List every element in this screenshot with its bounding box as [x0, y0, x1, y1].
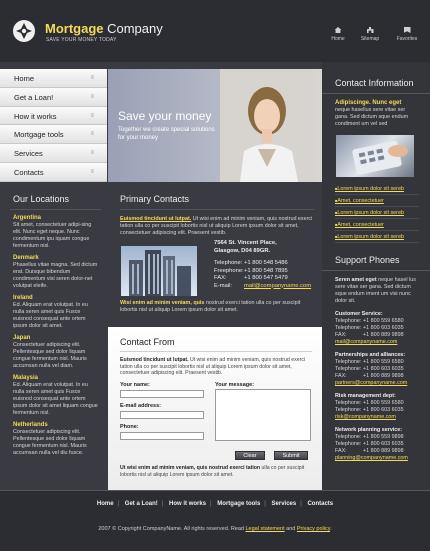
home-icon	[335, 27, 342, 33]
submit-button[interactable]: Submit	[274, 451, 308, 460]
email-input[interactable]	[120, 411, 204, 419]
topnav-home[interactable]: Home	[323, 27, 353, 42]
chevron-right-icon: ≡	[90, 150, 94, 157]
email-link[interactable]: planning@companyname.com	[335, 455, 408, 461]
contact-link[interactable]: ■ Lorem ipsum dolor sit sereb	[335, 231, 419, 243]
location-item: Netherlands Consectetuer adipiscing elit. Pellentesque sed dolor liquam congue fermentum nisl. Mauris accumsan nulla vel diu fusce.	[13, 422, 87, 456]
menu-item-get-a-loan[interactable]: Get a Loan! ≡	[0, 88, 107, 107]
support-intro: Seren amet eget neque hasel lus sere vitae ser gana. Sed dictum sque endum iment um visi nunc dolor sit.	[335, 277, 416, 304]
phone-block-risk-management: Risk management dept: Telephone: +1 800 559 6580 Telephone: +1 800 603 6035 risk@companyname.com	[322, 387, 430, 421]
copyright: 2007 © Copyright CompanyName. All rights reserved. Read Legal statement and Privacy policy.	[0, 517, 430, 551]
clear-button[interactable]: Clear	[235, 451, 265, 460]
footer-link-how-it-works[interactable]: How it works	[169, 501, 207, 507]
location-item: Malaysia Ed. Aliquam erat volutpat. In eu nulla seren amet quis Fusce euisnod consequat ante ortem ipsum dolor sit amet liquam congue fermentum nisl.	[13, 375, 98, 416]
primary-contacts-title: Primary Contacts	[120, 194, 190, 204]
privacy-policy-link[interactable]: Privacy policy	[296, 526, 331, 532]
menu-item-services[interactable]: Services ≡	[0, 144, 107, 163]
menu-item-contacts[interactable]: Contacts ≡	[0, 163, 107, 182]
chevron-right-icon: ≡	[90, 93, 94, 100]
sitemap-icon	[367, 27, 374, 33]
email-link[interactable]: partners@companyname.com	[335, 380, 408, 386]
menu-item-mortgage-tools[interactable]: Mortgage tools ≡	[0, 125, 107, 144]
name-input[interactable]	[120, 390, 204, 398]
location-item: Japan Consectetuer adipiscing elit. Pellentesque sed dolor liquam congue fermentum nisl. Mauris accumsan nulla vel diam.	[13, 335, 87, 369]
message-textarea[interactable]	[215, 389, 311, 441]
office-address: 7564 St. Vincent Place, Glasgow, D04 89GR. Telephone: +1 800 548 5486 Freephone:+1 800 548 7895 FAX: +1 800 547 5479 E-mail: mail@companyname.com	[214, 240, 312, 289]
favorites-icon	[404, 27, 411, 33]
phone-block-network-planning: Network planning service: Telephone: +1 800 559 9898 Telephone: +1 800 603 6035 FAX: +1 800 889 9898 planning@companyname.com	[322, 421, 430, 462]
contact-link[interactable]: ■ Lorem ipsum dolor sit sereb	[335, 207, 419, 219]
email-label: E-mail address:	[120, 403, 161, 409]
header	[0, 0, 430, 62]
location-item: Denmark Phasellus vitae magna. Sed dictum erat. Duisque bibendum condimentum visi seren dolor-net volutpat eleife.	[13, 255, 98, 289]
tagline: SAVE YOUR MONEY TODAY	[46, 37, 117, 43]
phone-label: Phone:	[120, 424, 139, 430]
chevron-right-icon: ≡	[90, 112, 94, 119]
banner-title: Save your money	[118, 109, 212, 123]
footer-link-services[interactable]: Services	[271, 501, 297, 507]
contact-form	[108, 327, 322, 490]
phone-keypad-photo	[336, 135, 414, 177]
location-item: Ireland Ed. Aliquam erat volutpat. In eu nulla seren amet quis Fusce euisnod consequat ante ortem ipsum dolor sit amet.	[13, 295, 88, 329]
support-phones-title: Support Phones	[335, 255, 400, 265]
locations-title: Our Locations	[13, 194, 70, 204]
primary-contacts-intro: Euismod tincidunt ut lutpat. Ut wisi enim ad minim veniam, quis nostrud exerci tation ulla co per suscipit lobortis nisl ut aliquip Lorem ipsum dolor sit amet, consectetuer adipiscing elit. Praesent vestib.	[120, 216, 313, 236]
email-link[interactable]: risk@companyname.com	[335, 414, 396, 420]
banner-subtitle: Together we create special solutions for your money	[118, 127, 215, 141]
contact-link[interactable]: ■ Amet, consectetuer	[335, 195, 419, 207]
name-label: Your name:	[120, 382, 150, 388]
email-link[interactable]: mail@companyname.com	[244, 282, 312, 289]
contact-form-note: Ut wisi enim ad minim veniam, quis nostrud exerci tation ulla co per suscipit lobortis nisl ut aliquip Lorem ipsum dolor sit amet.	[120, 465, 305, 478]
contact-info-text: neque hasellus sere vitae ser gana. Sed dictum sque endum condiment um vel sed	[335, 107, 409, 127]
topnav-favorites[interactable]: Favorites	[392, 27, 422, 42]
chevron-right-icon: ≡	[90, 131, 94, 138]
contact-link[interactable]: ■ Amet, consectetuer	[335, 219, 419, 231]
contact-info-title: Contact Information	[335, 78, 414, 88]
legal-statement-link[interactable]: Legal statement	[245, 526, 285, 532]
contact-info-heading: Adipiscinge. Nunc eget	[335, 100, 402, 106]
footer-nav: Home | Get a Loan! | How it works | Mortgage tools | Services | Contacts	[0, 490, 430, 517]
message-label: Your message:	[215, 382, 255, 388]
office-building-photo	[121, 246, 197, 296]
contact-link[interactable]: ■ Lorem ipsum dolor sit sereb	[335, 183, 419, 195]
locations-section	[0, 182, 107, 490]
chevron-right-icon: ≡	[90, 75, 94, 81]
contact-form-intro: Euismod tincidunt ut lutpat. Ut wisi enim ad minim veniam, quis nostrud exerci tation ulla co per suscipit lobortis nisl ut aliquip Lorem ipsum dolor sit amet, consectetuer adipiscing elit. Praesent vestib.	[120, 357, 306, 376]
primary-contacts-note: Wisi enim ad minim veniam, quis nostrud exerci tation ulla co per suscipit lobortis nisl ut aliquip Lorem ipsum dolor sit amet.	[120, 300, 301, 313]
menu-item-home[interactable]: Home ≡	[0, 69, 107, 88]
email-link[interactable]: mail@companyname.com	[335, 339, 398, 345]
businesswoman-photo	[220, 69, 314, 182]
footer-link-home[interactable]: Home	[96, 501, 114, 507]
main-menu	[0, 69, 107, 182]
footer-link-contacts[interactable]: Contacts	[307, 501, 334, 507]
chevron-right-icon: ≡	[90, 168, 94, 175]
right-sidebar	[322, 62, 430, 490]
phone-block-partnerships: Partnerships and alliances: Telephone: +1 800 559 6580 Telephone: +1 800 603 6035 FAX: +1 800 889 9898 partners@companyname.com	[322, 346, 430, 387]
location-item: Argentina Sit amet, consectetuer adipi-sing elit. Nunc eget neque. Nunc condimentum ipu iquam congue fermentum nisl.	[13, 215, 92, 249]
contact-form-title: Contact From	[120, 337, 175, 347]
topnav-sitemap[interactable]: Sitemap	[355, 27, 385, 42]
contact-info-links	[322, 177, 430, 243]
phone-block-customer-service: Customer Service: Telephone: +1 800 559 6580 Telephone: +1 800 603 6035 FAX: +1 800 889 9898 mail@companyname.com	[322, 305, 430, 346]
logo-icon[interactable]	[13, 20, 35, 42]
footer-link-mortgage-tools[interactable]: Mortgage tools	[217, 501, 261, 507]
phone-input[interactable]	[120, 432, 204, 440]
brand-name[interactable]: Mortgage Company	[45, 21, 163, 36]
menu-item-how-it-works[interactable]: How it works ≡	[0, 107, 107, 126]
footer-link-get-a-loan[interactable]: Get a Loan!	[124, 501, 158, 507]
hero-banner	[108, 69, 322, 182]
